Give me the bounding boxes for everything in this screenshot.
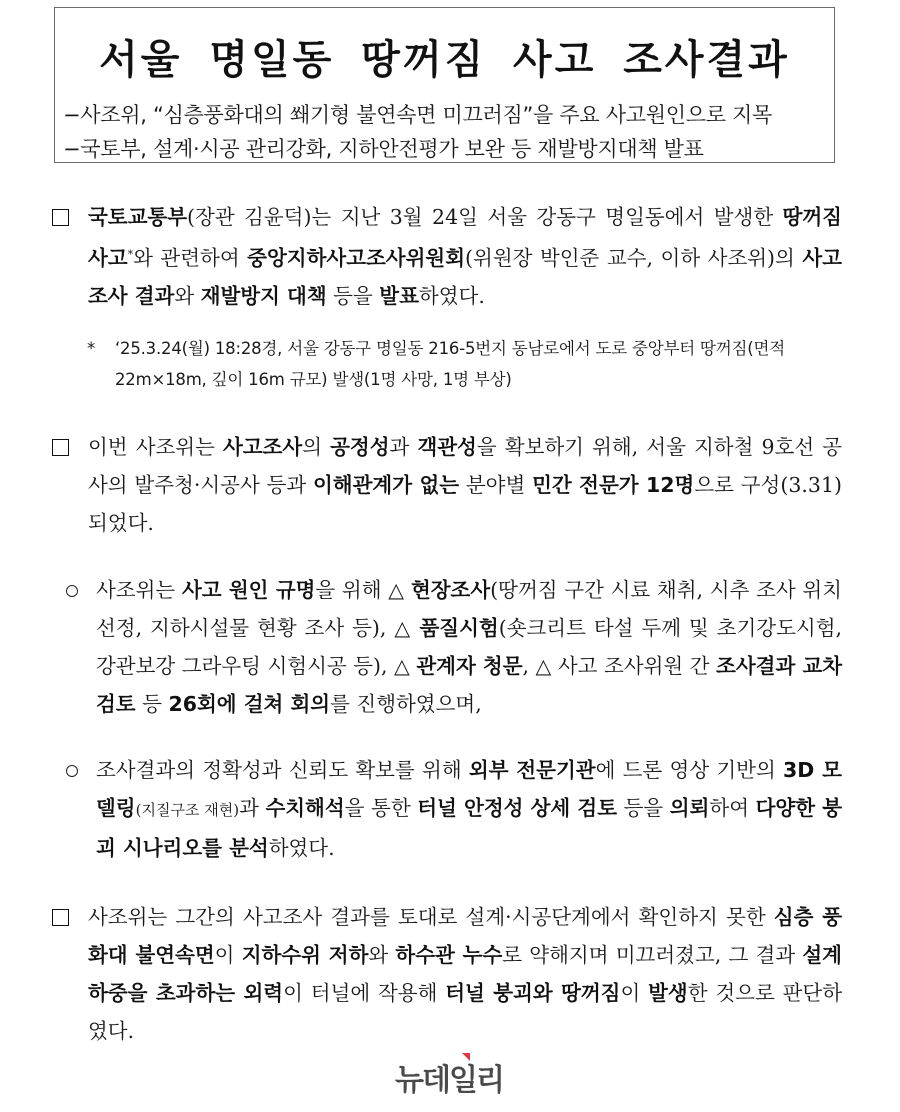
text-run: 조사결과의 정확성과 신뢰도 확보를 위해: [96, 758, 469, 782]
emphasis-text: 수치해석: [265, 796, 345, 820]
emphasis-text: 발생: [648, 981, 688, 1005]
emphasis-text: 다양한 붕괴 시나리오를 분석: [96, 796, 842, 860]
text-run: 과: [389, 435, 418, 459]
text-run: 한 것으로 판단하였다.: [88, 981, 842, 1043]
emphasis-text: 재발방지 대책: [200, 284, 327, 308]
text-run: 와 관련하여: [133, 246, 248, 270]
text-run: 으로 구성(3.31)되었다.: [88, 473, 842, 535]
emphasis-text: 3D 모델링: [96, 758, 842, 820]
text-run: , △ 사고 조사위원 간: [522, 654, 717, 678]
text-run: 을 위해 △: [315, 578, 411, 602]
subtitle-cause: −사조위, “심층풍화대의 쐐기형 불연속면 미끄러짐”을 주요 사고원인으로 지목: [63, 103, 773, 127]
emphasis-text: 터널 붕괴와 땅꺼짐: [445, 981, 621, 1005]
text-run: (지질구조 재현): [135, 801, 240, 819]
circle-bullet-icon: [52, 751, 78, 789]
paragraph-announcement: [52, 198, 842, 315]
logo-accent-icon: [462, 1053, 470, 1061]
emphasis-text: 26회에 걸쳐 회의: [168, 692, 331, 716]
emphasis-text: 객관성: [417, 435, 477, 459]
text-run: 하였다.: [418, 284, 485, 308]
text-run: 의: [302, 435, 331, 459]
text-run: (땅꺼짐 구간 시료 채취, 시추 조사 위치 선정, 지하시설물 현황 조사 등), △: [96, 578, 842, 640]
paragraph-text: [96, 751, 842, 867]
emphasis-text: 이해관계가 없는: [313, 473, 460, 497]
emphasis-text: 터널 안정성 상세 검토: [417, 796, 618, 820]
paragraph-text: [88, 428, 842, 542]
text-run: *: [127, 248, 134, 261]
paragraph-investigation: [52, 571, 842, 723]
emphasis-text: 사고 원인 규명: [181, 578, 316, 602]
paragraph-analysis: [52, 751, 842, 867]
paragraph-text: [88, 898, 842, 1050]
paragraph-conclusion: [52, 898, 842, 1050]
emphasis-text: 하수관 누수: [395, 943, 503, 967]
text-run: 이 터널에 작용해: [283, 981, 446, 1005]
text-run: (장관 김윤덕)는 지난 3월 24일 서울 강동구 명일동에서 발생한: [187, 205, 783, 229]
footnote: [87, 333, 847, 395]
paragraph-text: [96, 571, 842, 723]
emphasis-text: 관계자 청문: [416, 654, 523, 678]
text-run: 분야별: [459, 473, 533, 497]
footnote-text: ‘25.3.24(월) 18:28경, 서울 강동구 명일동 216-5번지 동남로에서 도로 중앙부터 땅꺼짐(면적22m×18m, 깊이 16m 규모) 발생(1명 사망, 1명 부상): [115, 339, 785, 389]
paragraph-committee: [52, 428, 842, 542]
emphasis-text: 외부 전문기관: [468, 758, 596, 782]
text-run: 등: [135, 692, 169, 716]
text-run: 하였다.: [268, 836, 335, 860]
text-run: (위원장 박인준 교수, 이하 사조위)의: [465, 246, 803, 270]
emphasis-text: 현장조사: [410, 578, 491, 602]
square-bullet-icon: [52, 898, 69, 938]
newdaily-logo: [395, 1053, 515, 1098]
square-bullet-icon: [52, 428, 69, 468]
text-run: (숏크리트 타설 두께 및 초기강도시험, 강관보강 그라우팅 시험시공 등), △: [96, 616, 843, 678]
text-run: 와: [368, 943, 396, 967]
text-run: 이번 사조위는: [88, 435, 223, 459]
emphasis-text: 중앙지하사고조사위원회: [247, 246, 466, 270]
text-run: 을 확보하기 위해, 서울 지하철 9호선 공사의 발주청·시공사 등과: [88, 435, 843, 497]
headline-box: [54, 7, 835, 163]
text-run: 등을: [617, 796, 670, 820]
emphasis-text: 공정성: [330, 435, 390, 459]
emphasis-text: 사고조사 결과: [88, 246, 842, 308]
logo-text: 뉴데일리: [395, 1063, 503, 1098]
text-run: 을 통한: [344, 796, 418, 820]
text-run: 사조위는: [96, 578, 182, 602]
page-title: 서울 명일동 땅꺼짐 사고 조사결과: [99, 37, 790, 83]
text-run: 를 진행하였으며,: [330, 692, 482, 716]
emphasis-text: 의뢰: [669, 796, 710, 820]
text-run: 이: [620, 981, 649, 1005]
text-run: 등을: [326, 284, 380, 308]
footnote-star: *: [87, 339, 96, 358]
text-run: 와: [174, 284, 201, 308]
square-bullet-icon: [52, 198, 69, 238]
circle-bullet-icon: [52, 571, 78, 609]
emphasis-text: 국토교통부: [88, 205, 188, 229]
paragraph-text: [88, 198, 842, 315]
emphasis-text: 품질시험: [419, 616, 499, 640]
text-run: 에 드론 영상 기반의: [595, 758, 784, 782]
emphasis-text: 설계하중을 초과하는 외력: [88, 943, 842, 1005]
emphasis-text: 민간 전문가 12명: [532, 473, 695, 497]
emphasis-text: 지하수위 저하: [241, 943, 369, 967]
text-run: 이: [214, 943, 242, 967]
text-run: 사조위는 그간의 사고조사 결과를 토대로 설계·시공단계에서 확인하지 못한: [88, 905, 774, 929]
text-run: 로 약해지며 미끄러졌고, 그 결과: [502, 943, 803, 967]
text-run: 하여: [709, 796, 756, 820]
emphasis-text: 심층 풍화대 불연속면: [88, 905, 842, 967]
emphasis-text: 조사결과 교차 검토: [96, 654, 843, 716]
text-run: 과: [239, 796, 266, 820]
emphasis-text: 사고조사: [223, 435, 303, 459]
emphasis-text: 발표: [379, 284, 419, 308]
subtitle-measures: −국토부, 설계·시공 관리강화, 지하안전평가 보완 등 재발방지대책 발표: [63, 137, 704, 161]
emphasis-text: 땅꺼짐 사고: [88, 205, 842, 270]
